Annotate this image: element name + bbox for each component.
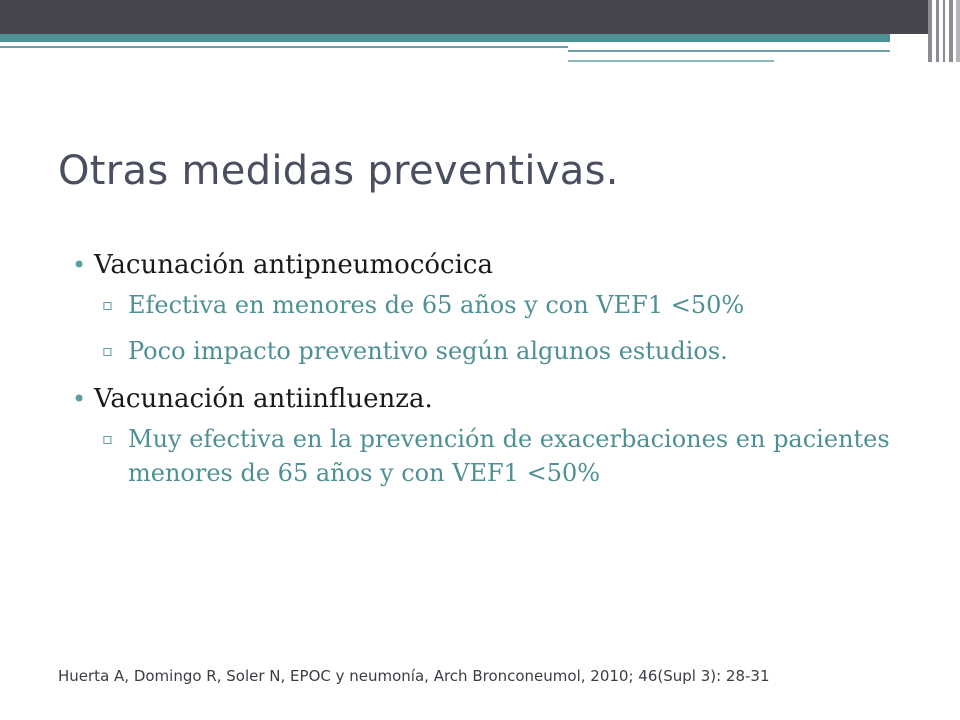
sub-bullet-square-icon: ▫ <box>102 341 113 360</box>
header-vertical-stripe <box>928 0 932 62</box>
sub-bullet-text: Poco impacto preventivo según algunos estudios. <box>128 337 728 365</box>
header-line <box>0 46 568 48</box>
sub-bullet-square-icon: ▫ <box>102 429 113 448</box>
bullet-item <box>72 246 902 284</box>
sub-bullet-text: Muy efectiva en la prevención de exacerbaciones en pacientes menores de 65 años y con VEF1 <50% <box>128 425 890 487</box>
bullet-text: Vacunación antipneumocócica <box>94 250 493 280</box>
sub-bullet-item <box>72 288 902 322</box>
bullet-item <box>72 380 902 418</box>
header-vertical-stripe <box>956 0 960 62</box>
bullet-dot-icon: • <box>72 385 87 413</box>
header-corner-dark <box>890 0 928 34</box>
header-line <box>568 60 774 62</box>
bullet-text: Vacunación antiinfluenza. <box>94 384 433 414</box>
header-vertical-stripe <box>949 0 953 62</box>
sub-bullet-square-icon: ▫ <box>102 295 113 314</box>
sub-bullet-item <box>72 422 902 490</box>
header-vertical-stripe <box>943 0 945 62</box>
header-bar <box>0 0 960 34</box>
sub-bullet-item <box>72 334 902 368</box>
bullet-list <box>72 246 902 502</box>
header-vertical-stripe <box>936 0 939 62</box>
header-line <box>568 50 890 52</box>
bullet-dot-icon: • <box>72 251 87 279</box>
sub-bullet-text: Efectiva en menores de 65 años y con VEF1 <50% <box>128 291 745 319</box>
slide-title: Otras medidas preventivas. <box>58 148 619 194</box>
header-accent-bar <box>0 34 960 42</box>
reference-citation: Huerta A, Domingo R, Soler N, EPOC y neumonía, Arch Bronconeumol, 2010; 46(Supl 3): 28-31 <box>58 667 770 685</box>
